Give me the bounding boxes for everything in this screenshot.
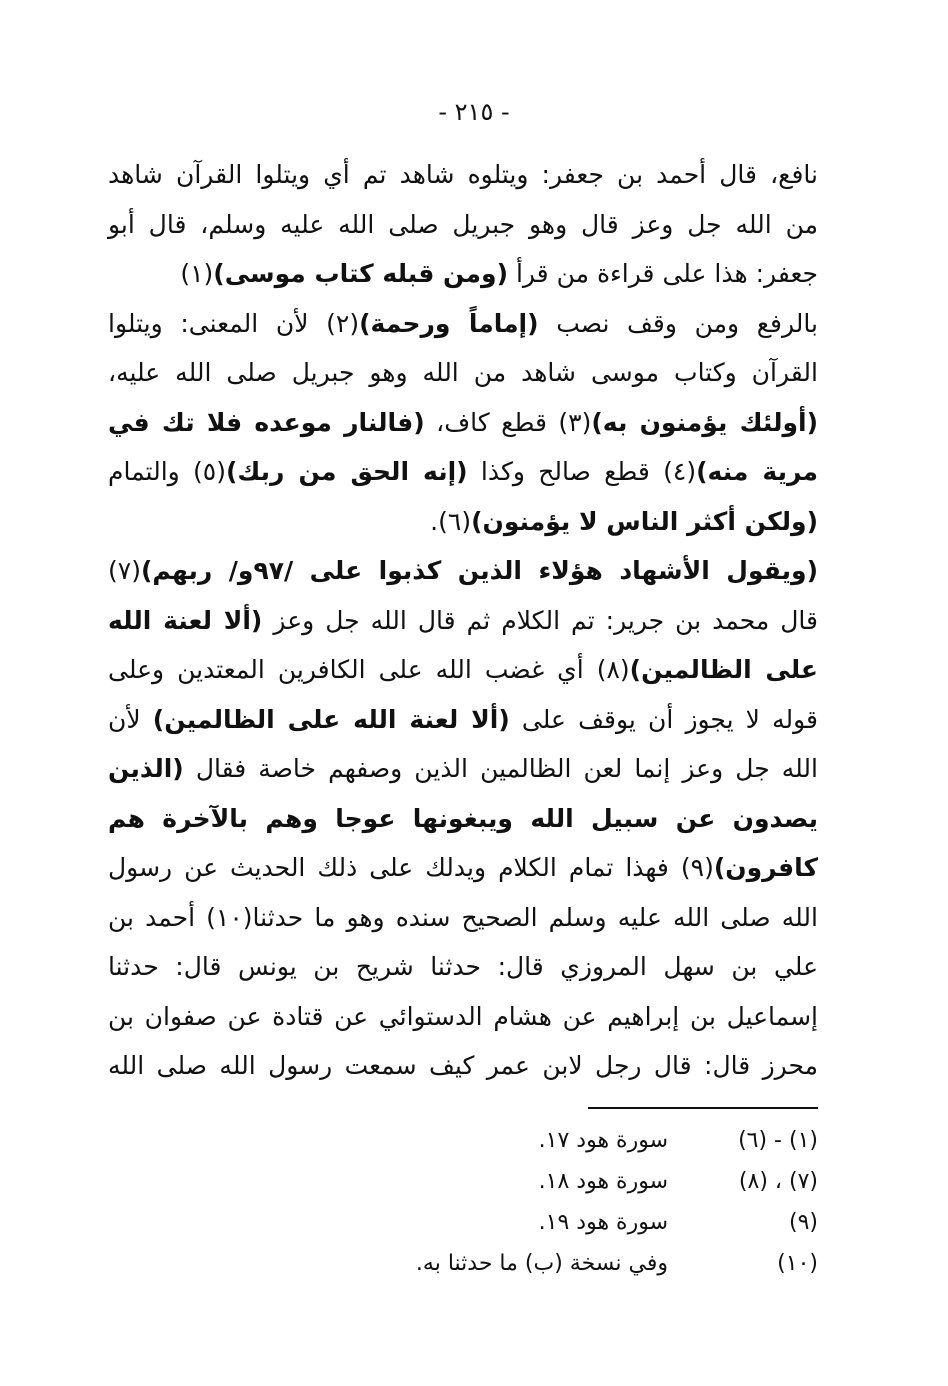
text-line [108, 695, 818, 745]
body-text [108, 150, 818, 1091]
line-text: قال محمد بن جرير: تم الكلام ثم قال الله جل وعز [262, 605, 818, 635]
line-text: الله صلى الله عليه وسلم الصحيح سنده وهو ما حدثنا(١٠) أحمد بن [108, 902, 818, 932]
text-line [108, 150, 818, 200]
line-text: بالرفع ومن وقف نصب [538, 308, 818, 338]
text-line [108, 942, 818, 992]
line-text: (٤) قطع صالح وكذا [467, 457, 697, 486]
line-text: (٩) فهذا تمام الكلام ويدلك على ذلك الحديث عن رسول [108, 853, 714, 882]
quran-quote: (فالنار موعده فلا تك في [108, 407, 425, 437]
text-line [108, 249, 818, 299]
page-number: - ٢١٥ - [438, 98, 510, 126]
text-line [108, 447, 818, 497]
line-text: (١) [180, 259, 214, 288]
text-line [108, 645, 818, 695]
text-line [108, 299, 818, 349]
footnote-ref: (١) - (٦) [738, 1128, 818, 1153]
footnote-ref: (٧) ، (٨) [738, 1169, 818, 1194]
text-line [108, 348, 818, 398]
text-line [108, 1041, 818, 1091]
quran-quote: مرية منه) [696, 457, 818, 486]
line-text: (٧) [108, 556, 141, 585]
line-text: محرز قال: قال رجل لابن عمر كيف سمعت رسول الله صلى الله [108, 1051, 818, 1080]
quran-quote: (ومن قبله كتاب موسى) [213, 259, 508, 288]
quran-quote: يصدون عن سبيل الله ويبغونها عوجا وهم بالآخرة هم [108, 803, 818, 833]
line-text: من الله جل وعز قال وهو جبريل صلى الله عليه وسلم، قال أبو [108, 209, 818, 239]
text-line [108, 992, 818, 1042]
quran-quote: (ألا لعنة الله [108, 605, 263, 635]
footnote [330, 1169, 818, 1210]
line-text: (٥) والتمام [108, 457, 226, 486]
line-text: (٨) أي غضب الله على الكافرين المعتدين وعلى [108, 655, 630, 684]
footnote-text: سورة هود ١٧. [538, 1128, 668, 1153]
quran-quote: (الذين [108, 754, 184, 783]
line-text: (٢) لأن المعنى: ويتلوا [108, 308, 360, 338]
line-text: الله جل وعز إنما لعن الظالمين الذين وصفهم خاصة فقال [183, 754, 818, 783]
line-text: إسماعيل بن إبراهيم عن هشام الدستوائي عن قتادة عن صفوان بن [108, 1001, 818, 1031]
quran-quote: على الظالمين) [629, 655, 818, 684]
quran-quote: (أولئك يؤمنون به) [591, 407, 818, 437]
line-text: (٣) قطع كاف، [424, 407, 592, 437]
line-text: جعفر: هذا على قراءة من قرأ [508, 259, 818, 288]
line-text: القرآن وكتاب موسى شاهد من الله وهو جبريل صلى الله عليه، [108, 358, 818, 387]
text-line [108, 794, 818, 844]
quran-quote: (ولكن أكثر الناس لا يؤمنون) [471, 506, 818, 536]
quran-quote: (إنه الحق من ربك) [225, 457, 468, 486]
text-line [108, 744, 818, 794]
footnotes [330, 1128, 818, 1292]
footnote [330, 1210, 818, 1251]
text-line [108, 200, 818, 250]
line-text: نافع، قال أحمد بن جعفر: ويتلوه شاهد تم أي ويتلوا القرآن شاهد [108, 160, 818, 189]
quran-quote: (إماماً ورحمة) [359, 308, 539, 338]
line-text: لأن [108, 704, 153, 734]
text-line [108, 843, 818, 893]
text-line [108, 893, 818, 943]
line-text: (٦). [430, 506, 472, 536]
footnote-text: وفي نسخة (ب) ما حدثنا به. [415, 1251, 668, 1276]
footnote [330, 1128, 818, 1169]
quran-quote: (ألا لعنة الله على الظالمين) [152, 704, 510, 734]
line-text: علي بن سهل المروزي قال: حدثنا شريح بن يونس قال: حدثنا [108, 952, 818, 981]
footnote-text: سورة هود ١٩. [538, 1210, 668, 1235]
line-text: قوله لا يجوز أن يوقف على [509, 704, 818, 734]
text-line [108, 398, 818, 448]
text-line [108, 546, 818, 596]
footnote-ref: (٩) [788, 1210, 818, 1235]
footnote-text: سورة هود ١٨. [538, 1169, 668, 1194]
footnote-ref: (١٠) [777, 1251, 818, 1276]
footnote [330, 1251, 818, 1292]
footnote-divider [588, 1107, 818, 1109]
text-line [108, 497, 818, 547]
text-line [108, 596, 818, 646]
quran-quote: كافرون) [713, 853, 818, 882]
quran-quote: (ويقول الأشهاد هؤلاء الذين كذبوا على /٩٧و/ ربهم) [140, 556, 819, 585]
